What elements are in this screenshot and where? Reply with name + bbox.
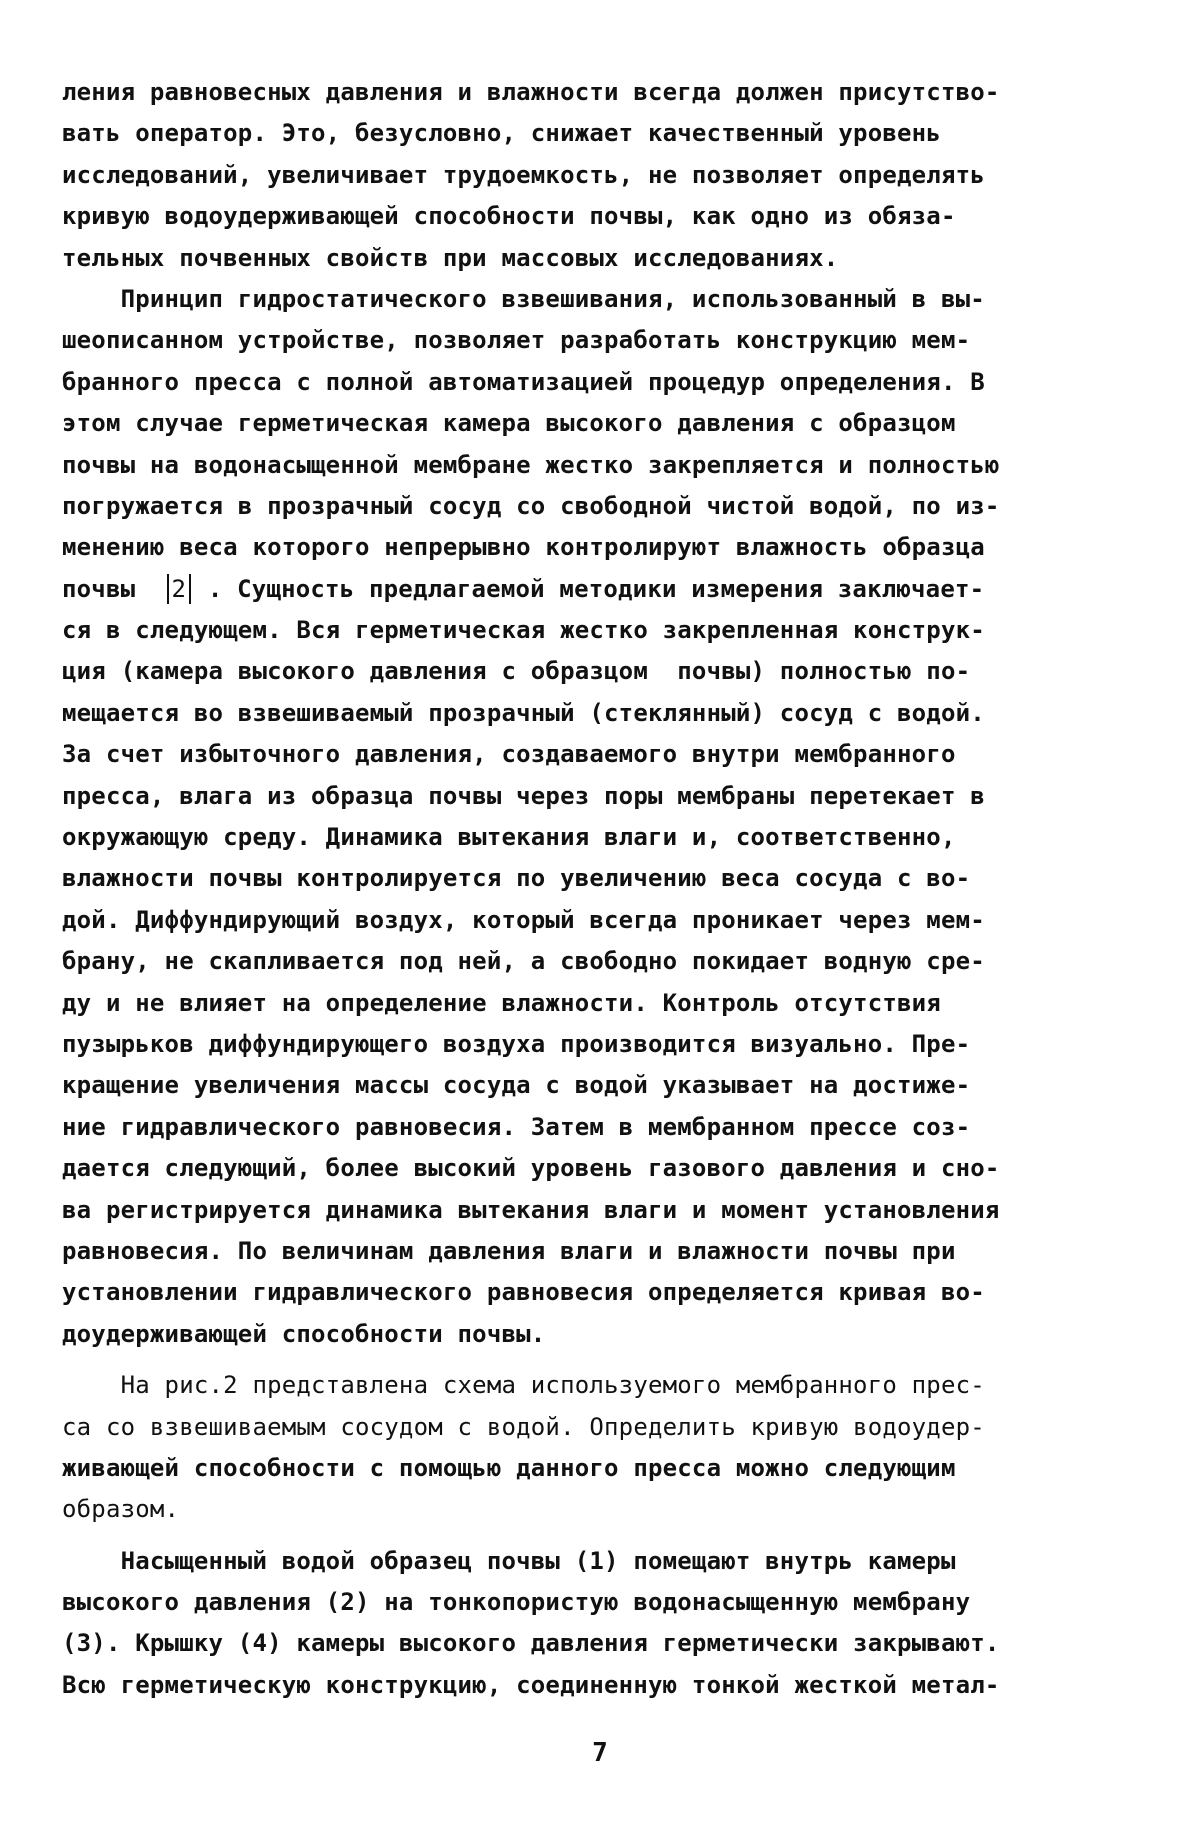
text-line: дой. Диффундирующий воздух, который всегда проникает через мем- — [62, 905, 985, 934]
text-line: ние гидравлического равновесия. Затем в мембранном прессе соз- — [62, 1112, 971, 1141]
text-line: окружающую среду. Динамика вытекания влаги и, соответственно, — [62, 823, 956, 852]
page-number: 7 — [592, 1738, 608, 1768]
text-line: кращение увеличения массы сосуда с водой указывает на достиже- — [62, 1071, 971, 1100]
text-line: исследований, увеличивает трудоемкость, не позволяет определять — [62, 160, 985, 189]
text-line: мещается во взвешиваемый прозрачный (стеклянный) сосуд с водой. — [62, 698, 985, 727]
text-line: шеописанном устройстве, позволяет разработать конструкцию мем- — [62, 326, 971, 355]
text-line: За счет избыточного давления, создаваемого внутри мембранного — [62, 740, 956, 769]
text-line-with-reference — [62, 569, 1152, 610]
paragraph-2 — [62, 279, 1152, 1355]
text-line: установлении гидравлического равновесия определяется кривая во- — [62, 1278, 985, 1307]
text-line: ду и не влияет на определение влажности. Контроль отсутствия — [62, 988, 941, 1017]
text-line: кривую водоудерживающей способности почвы, как одно из обяза- — [62, 202, 956, 231]
text-line: (3). Крышку (4) камеры высокого давления герметически закрывают. — [62, 1629, 1000, 1658]
text-line: образом. — [62, 1495, 180, 1524]
text-line: брану, не скапливается под ней, а свободно покидает водную сре- — [62, 947, 985, 976]
text-line: погружается в прозрачный сосуд со свободной чистой водой, по из- — [62, 491, 1000, 520]
text-line: На рис.2 представлена схема используемого мембранного прес- — [62, 1371, 985, 1400]
ref-line-before: почвы — [62, 574, 165, 603]
text-line: почвы на водонасыщенной мембране жестко закрепляется и полностью — [62, 450, 1000, 479]
text-line: этом случае герметическая камера высокого давления с образцом — [62, 409, 956, 438]
text-line: дается следующий, более высокий уровень газового давления и сно- — [62, 1154, 1000, 1183]
text-line: Насыщенный водой образец почвы (1) помещают внутрь камеры — [62, 1546, 956, 1575]
text-line: живающей способности с помощью данного пресса можно следующим — [62, 1453, 956, 1482]
text-line: бранного пресса с полной автоматизацией процедур определения. В — [62, 367, 985, 396]
text-line: ления равновесных давления и влажности всегда должен присутство- — [62, 78, 1000, 106]
text-line: ва регистрируется динамика вытекания влаги и момент установления — [62, 1195, 1000, 1224]
text-line: доудерживающей способности почвы. — [62, 1319, 546, 1348]
paragraph-4 — [62, 1541, 1152, 1707]
text-line: пузырьков диффундирующего воздуха производится визуально. Пре- — [62, 1029, 971, 1058]
ref-line-after: . Сущность предлагаемой методики измерения заключает- — [193, 574, 985, 603]
text-line: пресса, влага из образца почвы через поры мембраны перетекает в — [62, 781, 985, 810]
text-line: ция (камера высокого давления с образцом почвы) полностью по- — [62, 657, 971, 686]
text-line: тельных почвенных свойств при массовых исследованиях. — [62, 243, 839, 272]
paragraph-3 — [62, 1365, 1152, 1531]
text-line: влажности почвы контролируется по увеличению веса сосуда с во- — [62, 864, 971, 893]
reference-number: 2 — [167, 574, 192, 604]
text-line: Всю герметическую конструкцию, соединенную тонкой жесткой метал- — [62, 1670, 1000, 1699]
text-line: са со взвешиваемым сосудом с водой. Определить кривую водоудер- — [62, 1412, 985, 1441]
document-text-body — [62, 72, 1152, 1706]
paragraph-spacer — [62, 1531, 1152, 1541]
text-line: менению веса которого непрерывно контролируют влажность образца — [62, 533, 985, 562]
paragraph-1 — [62, 72, 1152, 279]
text-line: Принцип гидростатического взвешивания, использованный в вы- — [62, 284, 985, 313]
paragraph-spacer — [62, 1355, 1152, 1365]
text-line: вать оператор. Это, безусловно, снижает качественный уровень — [62, 119, 941, 148]
text-line: высокого давления (2) на тонкопористую водонасыщенную мембрану — [62, 1588, 971, 1617]
text-line: ся в следующем. Вся герметическая жестко закрепленная конструк- — [62, 616, 985, 645]
text-line: равновесия. По величинам давления влаги и влажности почвы при — [62, 1236, 956, 1265]
